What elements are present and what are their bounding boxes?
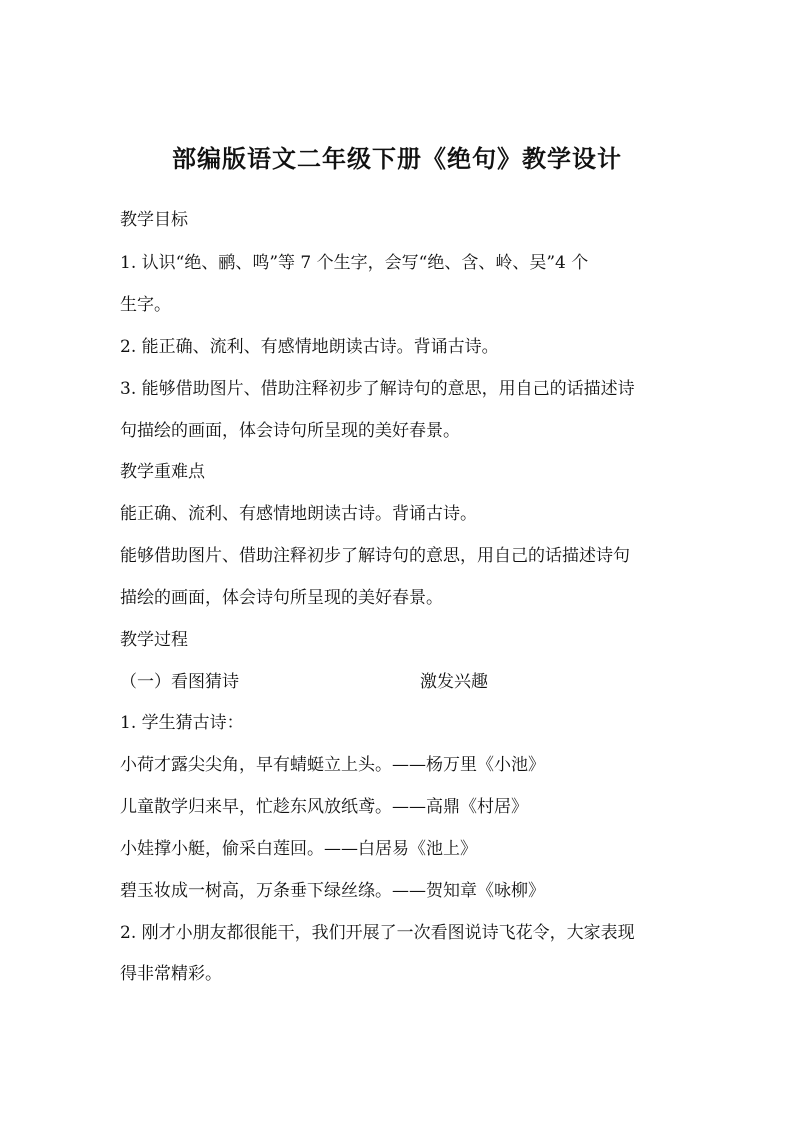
section-1-title: （一）看图猜诗 bbox=[120, 672, 239, 692]
poem-line-2: 儿童散学归来早，忙趁东风放纸鸢。——高鼎《村居》 bbox=[120, 797, 528, 817]
document-title: 部编版语文二年级下册《绝句》教学设计 bbox=[172, 144, 622, 173]
step-2-line-1: 2. 刚才小朋友都很能干，我们开展了一次看图说诗飞花令，大家表现 bbox=[120, 923, 635, 943]
heading-teaching-goals: 教学目标 bbox=[120, 210, 188, 230]
goal-3-line-1: 3. 能够借助图片、借助注释初步了解诗句的意思，用自己的话描述诗 bbox=[120, 379, 635, 399]
section-1-subtitle: 激发兴趣 bbox=[420, 672, 488, 692]
section-1-heading bbox=[120, 669, 680, 695]
difficulty-1: 能正确、流利、有感情地朗读古诗。背诵古诗。 bbox=[120, 504, 477, 524]
heading-teaching-process: 教学过程 bbox=[120, 630, 188, 650]
poem-line-3: 小娃撑小艇，偷采白莲回。——白居易《池上》 bbox=[120, 839, 477, 859]
poem-line-1: 小荷才露尖尖角，早有蜻蜓立上头。——杨万里《小池》 bbox=[120, 755, 545, 775]
heading-key-difficulties: 教学重难点 bbox=[120, 462, 205, 482]
step-2-line-2: 得非常精彩。 bbox=[120, 964, 222, 984]
difficulty-2-line-1: 能够借助图片、借助注释初步了解诗句的意思，用自己的话描述诗句 bbox=[120, 546, 630, 566]
goal-2: 2. 能正确、流利、有感情地朗读古诗。背诵古诗。 bbox=[120, 337, 499, 357]
difficulty-2-line-2: 描绘的画面，体会诗句所呈现的美好春景。 bbox=[120, 588, 443, 608]
goal-3-line-2: 句描绘的画面，体会诗句所呈现的美好春景。 bbox=[120, 421, 460, 441]
step-1: 1. 学生猜古诗： bbox=[120, 713, 244, 733]
goal-1-line-1: 1. 认识“绝、鹂、鸣”等 7 个生字，会写“绝、含、岭、吴”4 个 bbox=[120, 253, 589, 273]
goal-1-line-2: 生字。 bbox=[120, 295, 171, 315]
poem-line-4: 碧玉妆成一树高，万条垂下绿丝绦。——贺知章《咏柳》 bbox=[120, 881, 545, 901]
